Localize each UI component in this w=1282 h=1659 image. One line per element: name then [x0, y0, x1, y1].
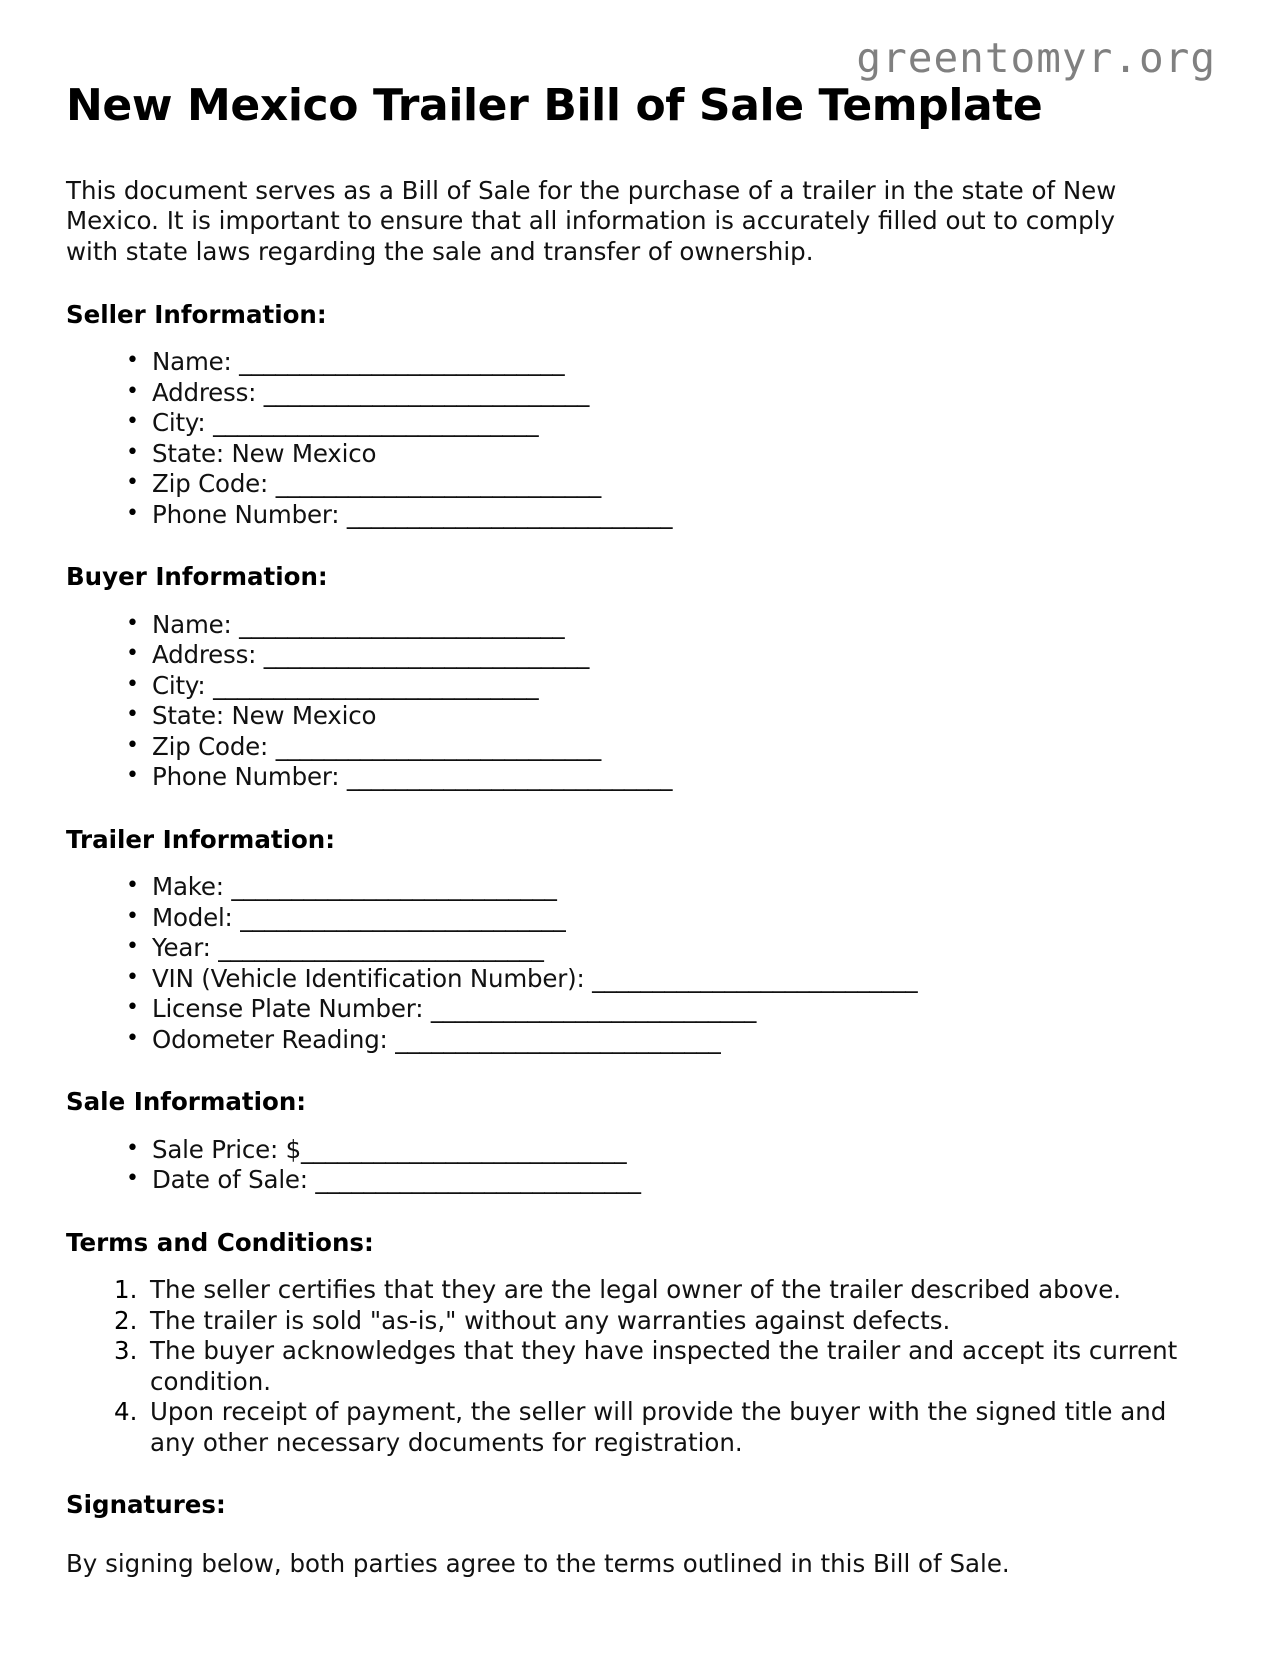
list-item	[126, 1165, 1216, 1196]
field-sale-date: Date of Sale: ___________________________	[152, 1165, 641, 1195]
field-seller-city: City: ___________________________	[152, 408, 539, 438]
list-item	[126, 872, 1216, 903]
list-item	[126, 994, 1216, 1025]
field-seller-name: Name: ___________________________	[152, 347, 565, 377]
list-item: The buyer acknowledges that they have inspected the trailer and accept its current condition.	[150, 1336, 1178, 1396]
list-item	[126, 1135, 1216, 1166]
list-item	[126, 671, 1216, 702]
list-item	[126, 378, 1216, 409]
field-seller-phone: Phone Number: ___________________________	[152, 499, 673, 529]
field-trailer-vin: VIN (Vehicle Identification Number): ___________________________	[152, 963, 918, 993]
sale-field-list	[66, 1117, 1216, 1196]
section-heading-trailer: Trailer Information:	[66, 824, 336, 854]
list-item	[126, 610, 1216, 641]
terms-list	[66, 1257, 1216, 1458]
section-heading-signatures: Signatures:	[66, 1490, 226, 1520]
field-trailer-make: Make: ___________________________	[152, 872, 557, 902]
list-item	[126, 347, 1216, 378]
list-item	[126, 640, 1216, 671]
section-heading-terms: Terms and Conditions:	[66, 1227, 374, 1257]
seller-field-list	[66, 329, 1216, 530]
list-item	[126, 1025, 1216, 1056]
signature-statement: By signing below, both parties agree to the terms outlined in this Bill of Sale.	[66, 1549, 1010, 1579]
list-item	[126, 933, 1216, 964]
field-buyer-state: State: New Mexico	[152, 701, 377, 731]
list-item	[126, 408, 1216, 439]
field-seller-zip: Zip Code: ___________________________	[152, 469, 602, 499]
list-item	[126, 701, 1216, 732]
field-buyer-phone: Phone Number: ___________________________	[152, 762, 673, 792]
site-watermark: greentomyr.org	[856, 34, 1216, 82]
field-seller-state: State: New Mexico	[152, 438, 377, 468]
field-buyer-address: Address: ___________________________	[152, 640, 590, 670]
list-item	[126, 500, 1216, 531]
list-item: The seller certifies that they are the legal owner of the trailer described above.	[150, 1275, 1122, 1305]
list-item	[126, 964, 1216, 995]
field-trailer-odometer: Odometer Reading: ___________________________	[152, 1024, 721, 1054]
buyer-field-list	[66, 592, 1216, 793]
field-trailer-model: Model: ___________________________	[152, 902, 566, 932]
field-seller-address: Address: ___________________________	[152, 377, 590, 407]
field-buyer-name: Name: ___________________________	[152, 609, 565, 639]
list-item	[126, 469, 1216, 500]
field-trailer-year: Year: ___________________________	[152, 933, 544, 963]
list-item	[126, 439, 1216, 470]
section-heading-seller: Seller Information:	[66, 300, 327, 330]
field-buyer-zip: Zip Code: ___________________________	[152, 731, 602, 761]
list-item: Upon receipt of payment, the seller will provide the buyer with the signed title and any other necessary documents for registration.	[150, 1397, 1167, 1457]
section-heading-sale: Sale Information:	[66, 1087, 307, 1117]
list-item: The trailer is sold "as-is," without any warranties against defects.	[150, 1305, 951, 1335]
section-heading-buyer: Buyer Information:	[66, 562, 328, 592]
field-trailer-license-plate: License Plate Number: ___________________________	[152, 994, 757, 1024]
page-title: New Mexico Trailer Bill of Sale Template	[66, 80, 1043, 131]
trailer-field-list	[66, 854, 1216, 1055]
list-item	[126, 903, 1216, 934]
list-item	[126, 732, 1216, 763]
list-item	[126, 762, 1216, 793]
field-buyer-city: City: ___________________________	[152, 670, 539, 700]
field-sale-price: Sale Price: $___________________________	[152, 1134, 627, 1164]
intro-paragraph: This document serves as a Bill of Sale for the purchase of a trailer in the state of New Mexico. It is important to ensure that all information is accurately filled out to comply with state laws regarding the sale and transfer of ownership.	[66, 175, 1117, 267]
